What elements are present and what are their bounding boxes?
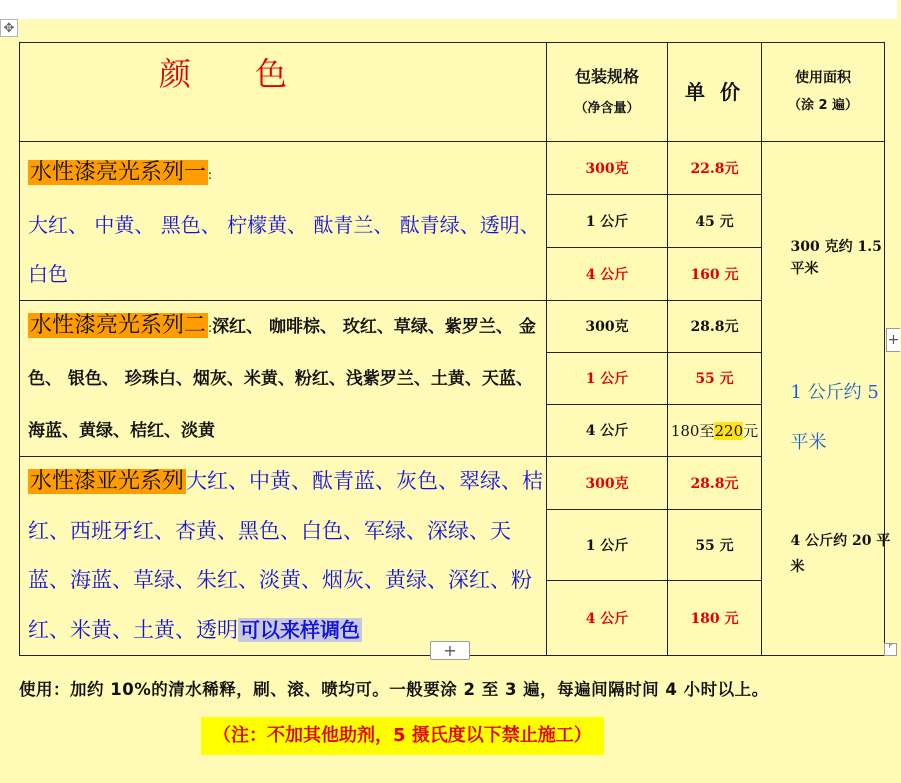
series-3-row-2-price: 55 元 [668, 509, 762, 581]
series-2-row-3-price-from: 180至 [670, 421, 715, 440]
series-2-tag-suffix: : [208, 320, 213, 335]
usage-instructions: 使用：加约 10%的清水稀释，刷、滚、喷均可。一般要涂 2 至 3 遍，每遍间隔时间 4 小时以上。 [19, 680, 769, 699]
series-2-tag: 水性漆亮光系列二 [30, 312, 207, 338]
series-3-tag: 水性漆亚光系列 [30, 469, 185, 494]
series-2-row-1-price: 28.8元 [668, 300, 762, 352]
table-resize-icon[interactable]: ⌜ [884, 643, 897, 656]
series-2-row-3-spec: 4 公斤 [547, 404, 668, 456]
series-1-tag: 水性漆亮光系列一 [30, 160, 207, 185]
series-3-row-2-spec: 1 公斤 [547, 509, 668, 581]
header-coverage [762, 43, 885, 142]
coverage-300g: 300 克约 1.5 平米 [790, 238, 882, 277]
series-3-row-1-spec: 300克 [547, 457, 668, 510]
coverage-cell [762, 142, 891, 656]
series-2-row-2-spec: 1 公斤 [547, 352, 668, 404]
series-2-row-3-price-to: 220 [714, 421, 744, 440]
header-color-title: 颜 色 [158, 55, 287, 93]
header-color [20, 43, 547, 142]
table-move-icon[interactable]: ✥ [0, 19, 18, 37]
series-3-description [20, 457, 547, 656]
series-1-row-1-price: 22.8元 [668, 142, 762, 195]
add-column-button[interactable]: + [886, 328, 900, 352]
series-1-description [20, 142, 547, 301]
series-3-colors: 大红、中黄、酞青蓝、灰色、翠绿、桔红、西班牙红、杏黄、黑色、白色、军绿、深绿、天蓝、海蓝、草绿、朱红、淡黄、烟灰、黄绿、深红、粉红、米黄、土黄、透明 [28, 469, 544, 642]
header-pack-spec-label: 包装规格 [574, 66, 639, 86]
header-net-content: （净含量） [574, 101, 640, 116]
series-2-row-1-spec: 300克 [547, 300, 668, 352]
series-1-row-3-spec: 4 公斤 [547, 247, 668, 300]
series-1-row-1-spec: 300克 [547, 142, 668, 195]
header-coverage-note: （涂 2 遍） [787, 97, 859, 113]
series-1-tag-suffix: : [208, 168, 213, 182]
series-1-row-2-price: 45 元 [668, 194, 762, 247]
add-row-button[interactable]: + [430, 641, 470, 660]
price-table [19, 42, 891, 656]
header-coverage-label: 使用面积 [795, 70, 851, 87]
series-2-row-3-price-unit: 元 [743, 421, 759, 440]
series-2-description [20, 300, 547, 457]
series-3-row-1-price: 28.8元 [668, 457, 762, 510]
header-pack-spec [547, 43, 668, 142]
series-3-row-3-price: 180 元 [668, 581, 762, 656]
series-2-row-2-price: 55 元 [668, 352, 762, 404]
warning-note: （注：不加其他助剂，5 摄氏度以下禁止施工） [201, 717, 604, 755]
series-2-row-3-price [668, 404, 762, 456]
toolbar-strip [0, 0, 897, 19]
series-1-row-2-spec: 1 公斤 [547, 194, 668, 247]
series-1-row-3-price: 160 元 [668, 247, 762, 300]
header-unit-price: 单 价 [668, 43, 762, 142]
series-3-row-3-spec: 4 公斤 [547, 581, 668, 656]
series-3-note: 可以来样调色 [240, 617, 360, 642]
coverage-4kg: 4 公斤约 20 平米 [790, 532, 891, 575]
series-1-colors: 大红、 中黄、 黑色、 柠檬黄、 酞青兰、 酞青绿、透明、 白色 [28, 212, 540, 286]
series-2-colors: 深红、 咖啡棕、 玫红、草绿、紫罗兰、 金色、 银色、 珍珠白、烟灰、米黄、粉红、浅紫罗兰、土黄、天蓝、海蓝、黄绿、桔红、淡黄 [28, 316, 536, 441]
coverage-1kg: 1 公斤约 5 平米 [790, 381, 879, 453]
